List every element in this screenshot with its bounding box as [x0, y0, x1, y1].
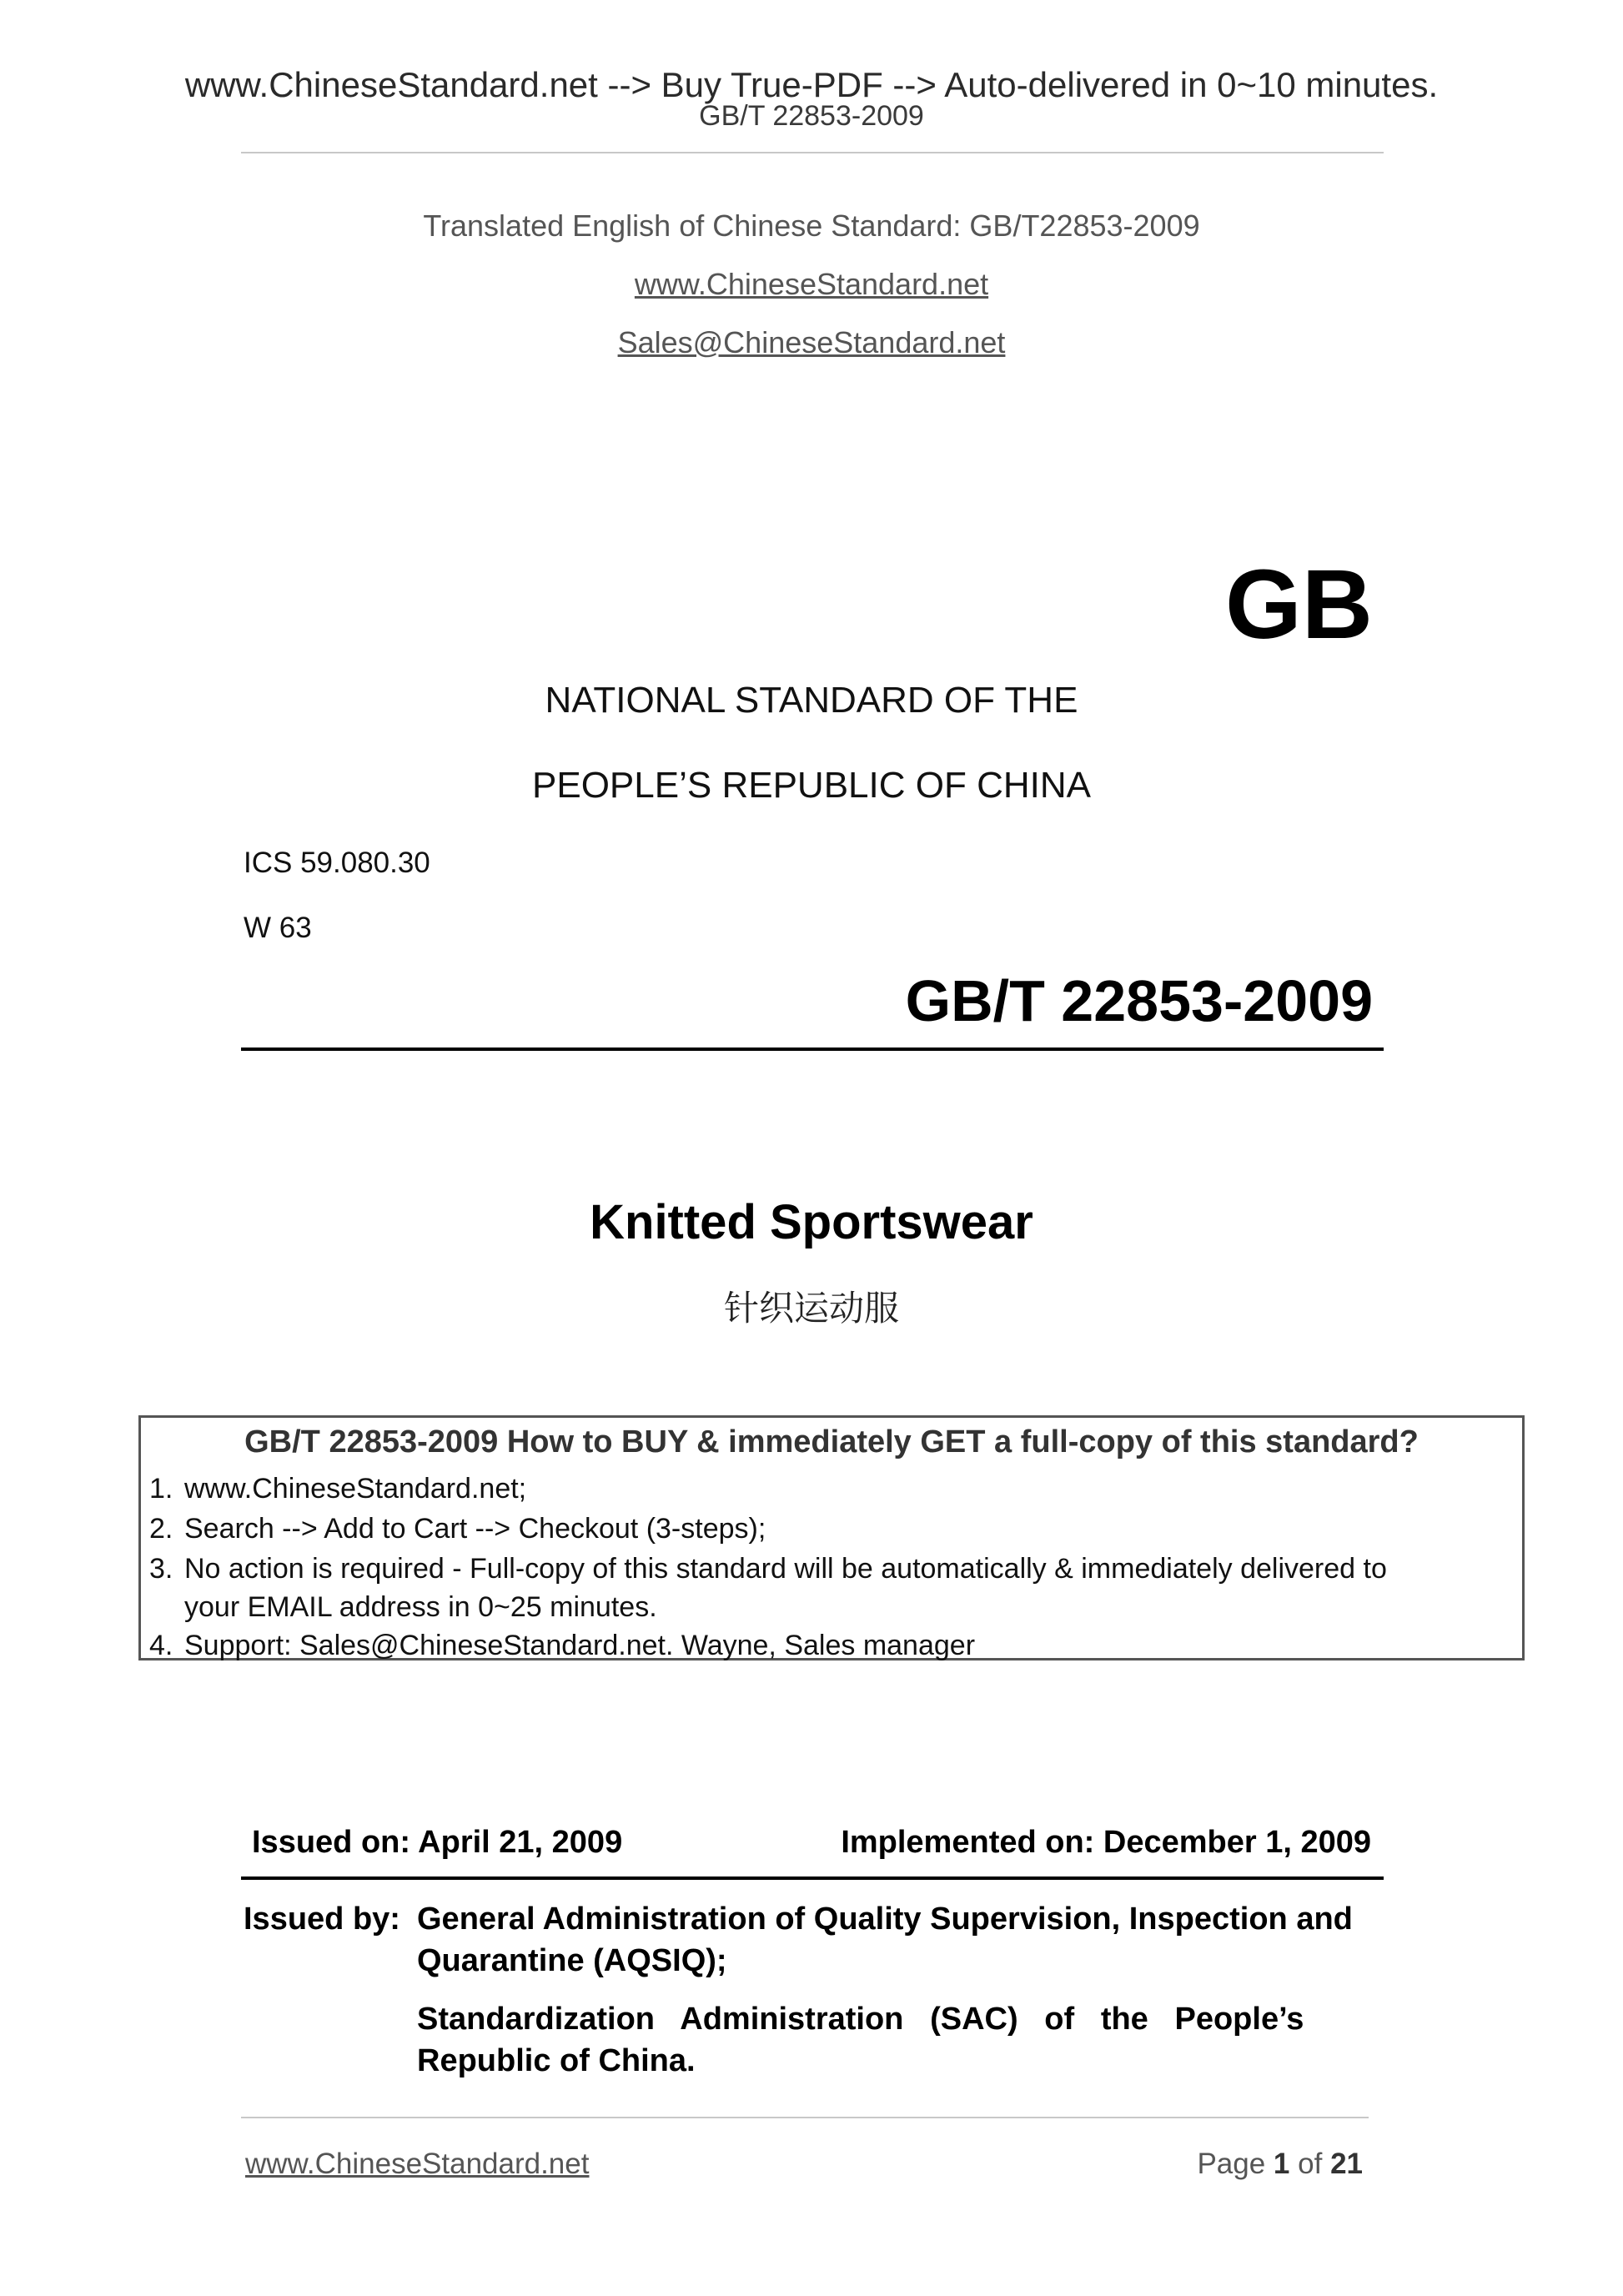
national-standard-line1: NATIONAL STANDARD OF THE [545, 680, 1078, 721]
email-link[interactable]: Sales@ChineseStandard.net [617, 325, 1006, 359]
current-page: 1 [1273, 2148, 1290, 2180]
buy-step-text: Support: Sales@ChineseStandard.net. Wayne, Sales manager [184, 1630, 976, 1661]
buy-step-text[interactable]: www.ChineseStandard.net; [184, 1473, 527, 1505]
buy-step: 1. www.ChineseStandard.net; [149, 1473, 527, 1505]
issuer-line2: Quarantine (AQSIQ); [417, 1943, 727, 1978]
standard-number: GB/T 22853-2009 [905, 968, 1373, 1033]
w-code: W 63 [244, 912, 312, 944]
buy-step: 2. Search --> Add to Cart --> Checkout (3-steps); [149, 1513, 766, 1545]
buy-step-text: your EMAIL address in 0~25 minutes. [184, 1591, 657, 1623]
page-number: Page 1 of 21 [1197, 2148, 1363, 2180]
buy-step-continuation [149, 1588, 657, 1626]
issued-by-label: Issued by: [244, 1902, 400, 1937]
issuer-line3: Standardization Administration (SAC) of the People’s [417, 2002, 1304, 2037]
gb-logo: GB [1225, 550, 1373, 660]
buy-step-text: Search --> Add to Cart --> Checkout (3-steps); [184, 1513, 766, 1545]
issued-date: Issued on: April 21, 2009 [252, 1825, 623, 1860]
buy-instructions-box [138, 1415, 1525, 1660]
total-pages: 21 [1330, 2148, 1363, 2180]
national-standard-line2: PEOPLE’S REPUBLIC OF CHINA [532, 765, 1091, 806]
footer-divider [241, 2117, 1369, 2118]
header-divider [241, 152, 1384, 153]
ics-code: ICS 59.080.30 [244, 847, 430, 879]
buy-step-text: No action is required - Full-copy of this standard will be automatically & immediately delivered to [184, 1553, 1387, 1585]
top-banner: www.ChineseStandard.net --> Buy True-PDF --> Auto-delivered in 0~10 minutes. [184, 65, 1439, 104]
website-link[interactable]: www.ChineseStandard.net [634, 267, 989, 301]
translated-line: Translated English of Chinese Standard: GB/T22853-2009 [423, 208, 1200, 243]
implemented-date: Implemented on: December 1, 2009 [841, 1825, 1371, 1860]
buy-step: 3. No action is required - Full-copy of this standard will be automatically & immediately delivered to [149, 1553, 1387, 1585]
issuer-line1: General Administration of Quality Supervision, Inspection and [417, 1902, 1353, 1937]
header-doc-code: GB/T 22853-2009 [699, 100, 924, 132]
document-title-chinese: 针织运动服 [723, 1288, 899, 1329]
buy-step: 4. Support: Sales@ChineseStandard.net. Wayne, Sales manager [149, 1630, 976, 1661]
dates-rule [241, 1876, 1384, 1880]
standard-number-rule [241, 1048, 1384, 1051]
buy-box-title: GB/T 22853-2009 How to BUY & immediately GET a full-copy of this standard? [244, 1424, 1419, 1459]
issuer-line4: Republic of China. [417, 2043, 696, 2078]
footer-website-link[interactable]: www.ChineseStandard.net [245, 2148, 590, 2180]
document-title: Knitted Sportswear [590, 1195, 1033, 1249]
